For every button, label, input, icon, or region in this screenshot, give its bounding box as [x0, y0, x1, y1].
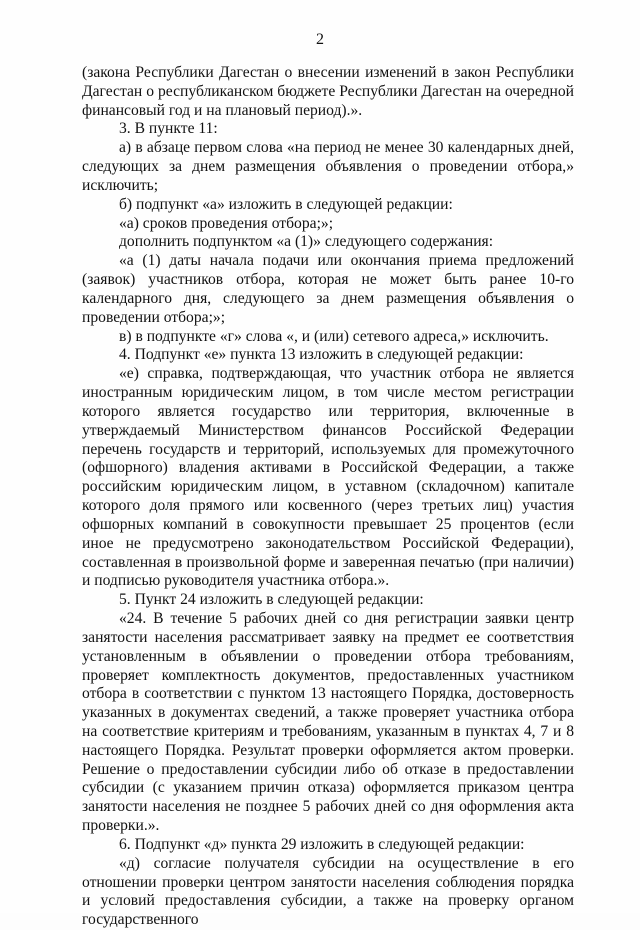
paragraph: б) подпункт «а» изложить в следующей редакции: [119, 195, 453, 213]
paragraph: «24. В течение 5 рабочих дней со дня регистрации заявки центр занятости населения рассматривает заявку на предмет ее соответствия установленным в объявлении о проведении отбора требованиям, проверяет комплектность документов, предоставленных участником отбора в соответствии с пунктом 13 настоящего Порядка, достоверность указанных в документах сведений, а также проверяет участника отбора на соответствие критериям и требованиям, указанным в пунктах 4, 7 и 8 настоящего Порядка. Результат проверки оформляется актом проверки. Решение о предоставлении субсидии либо об отказе в предоставлении субсидии (с указанием причин отказа) оформляется приказом центра занятости населения не позднее 5 рабочих дней со дня оформления акта проверки.». [82, 610, 574, 835]
paragraph: 3. В пункте 11: [119, 120, 218, 138]
document-body [82, 64, 574, 930]
paragraph: 5. Пункт 24 изложить в следующей редакции: [119, 591, 424, 609]
paragraph: а) в абзаце первом слова «на период не менее 30 календарных дней, следующих за днем размещения объявления о проведении отбора,» исключить; [82, 139, 574, 194]
paragraph: (закона Республики Дагестан о внесении изменений в закон Республики Дагестан о республиканском бюджете Республики Дагестан на очередной финансовый год и на плановый период).». [82, 64, 574, 119]
paragraph: 4. Подпункт «е» пункта 13 изложить в следующей редакции: [119, 346, 524, 364]
paragraph: 6. Подпункт «д» пункта 29 изложить в следующей редакции: [119, 835, 525, 853]
page-number: 2 [316, 31, 324, 48]
paragraph: «е) справка, подтверждающая, что участник отбора не является иностранным юридическим лицом, в том числе местом регистрации которого является государство или территория, включенные в утверждаемый Министерством финансов Российской Федерации перечень государств и территорий, используемых для промежуточного (офшорного) владения активами в Российской Федерации, а также российским юридическим лицом, в уставном (складочном) капитале которого доля прямого или косвенного (через третьих лиц) участия офшорных компаний в совокупности превышает 25 процентов (если иное не предусмотрено законодательством Российской Федерации), составленная в произвольной форме и заверенная печатью (при наличии) и подписью руководителя участника отбора.». [82, 365, 574, 590]
paragraph: «а) сроков проведения отбора;»; [119, 214, 334, 232]
paragraph: дополнить подпунктом «а (1)» следующего содержания: [119, 233, 494, 251]
paragraph: «а (1) даты начала подачи или окончания приема предложений (заявок) участников отбора, которая не может быть ранее 10-го календарного дня, следующего за днем размещения объявления о проведении отбора;»; [82, 252, 574, 326]
paragraph: в) в подпункте «г» слова «, и (или) сетевого адреса,» исключить. [119, 327, 549, 345]
paragraph: «д) согласие получателя субсидии на осуществление в его отношении проверки центром занятости населения соблюдения порядка и условий предоставления субсидии, а также на проверку органом государственного [82, 854, 574, 929]
